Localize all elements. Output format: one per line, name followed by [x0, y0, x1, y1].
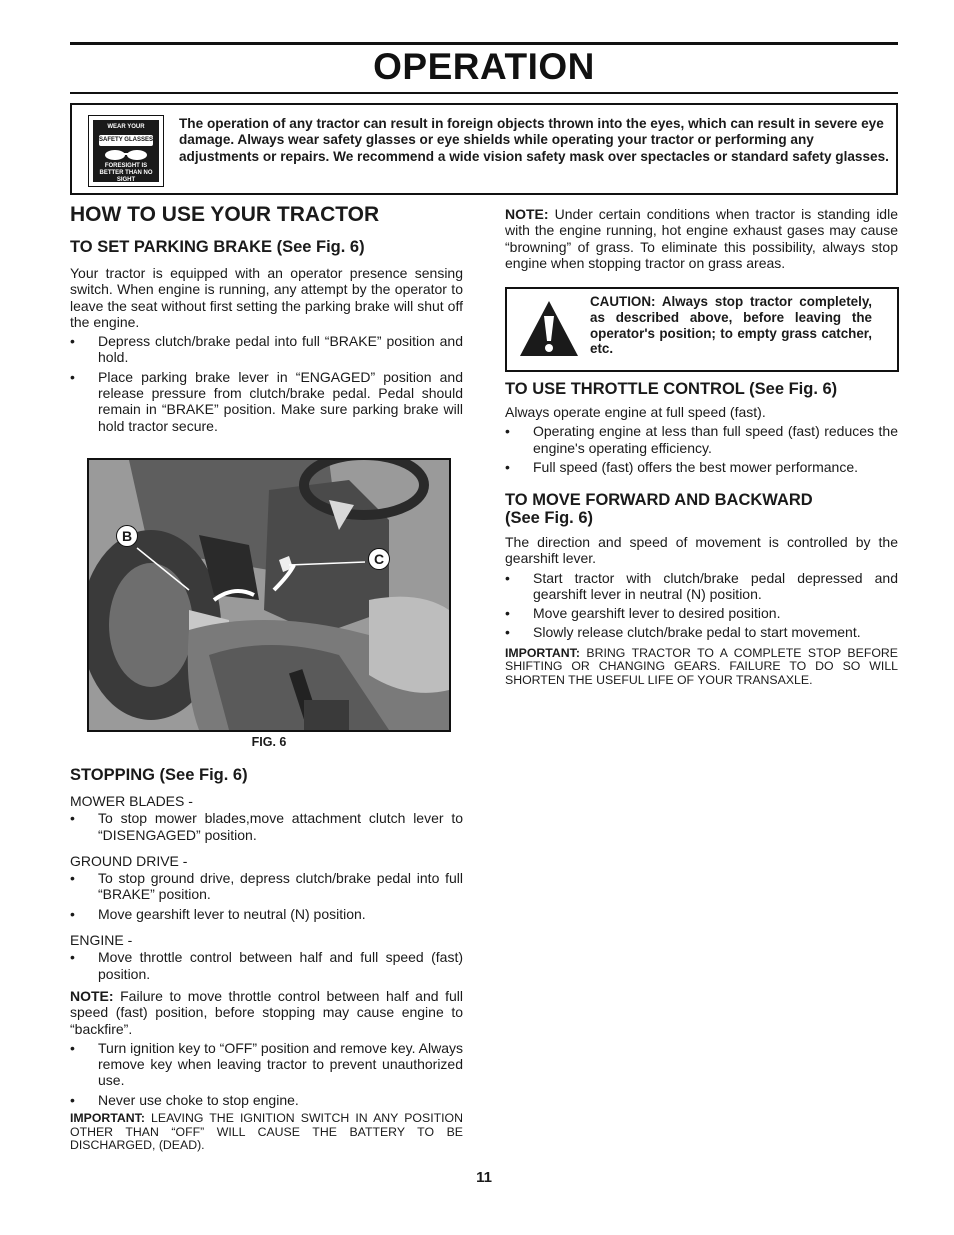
- list-item: • To stop mower blades,move attachment clutch lever to “DISENGAGED” position.: [70, 810, 463, 843]
- mower-blades-label: MOWER BLADES -: [70, 793, 193, 809]
- list-item: • Move throttle control between half and full speed (fast) position.: [70, 949, 463, 982]
- throttle-heading: TO USE THROTTLE CONTROL (See Fig. 6): [505, 380, 838, 398]
- warning-triangle-icon: [517, 298, 581, 360]
- page-title: OPERATION: [373, 46, 595, 87]
- list-item: • Never use choke to stop engine.: [70, 1091, 299, 1108]
- title-rule: [70, 92, 898, 94]
- figure-6-image: [87, 458, 451, 732]
- stopping-note: NOTE: Failure to move throttle control between half and full speed (fast) position, before stopping may cause engine to “backfire”.: [70, 987, 463, 1037]
- glasses-graphic: [98, 149, 154, 161]
- stopping-important: IMPORTANT: LEAVING THE IGNITION SWITCH IN ANY POSITION OTHER THAN “OFF” WILL CAUSE THE BATTERY TO BE DISCHARGED, (DEAD).: [70, 1111, 463, 1153]
- list-item: • To stop ground drive, depress clutch/brake pedal into full “BRAKE” position.: [70, 870, 463, 903]
- page-number: 11: [476, 1169, 492, 1186]
- figure-label-b: B: [116, 525, 138, 547]
- exhaust-note: NOTE: Under certain conditions when tractor is standing idle with the engine running, hot engine exhaust gases may cause “browning” of grass. To eliminate this possibility, always stop engine when stopping tractor on grass areas.: [505, 206, 898, 271]
- ground-drive-label: GROUND DRIVE -: [70, 852, 188, 869]
- engine-label: ENGINE -: [70, 932, 133, 949]
- stopping-heading: STOPPING (See Fig. 6): [70, 766, 248, 784]
- forward-intro: The direction and speed of movement is controlled by the gearshift lever.: [505, 534, 898, 567]
- safety-notice-text: The operation of any tractor can result in foreign objects thrown into the eyes, which can result in severe eye damage. Always wear safety glasses or eye shields while operating your tractor or performing any adjustments or repairs. We recommend a wide vision safety mask over spectacles or standard safety glasses.: [179, 116, 889, 164]
- list-item: • Slowly release clutch/brake pedal to start movement.: [505, 624, 861, 641]
- forward-backward-section: [505, 534, 898, 688]
- safety-glasses-icon: [88, 115, 164, 187]
- tractor-illustration: [89, 460, 449, 730]
- safety-notice-box: [70, 103, 898, 195]
- list-item: • Move gearshift lever to neutral (N) position.: [70, 905, 366, 922]
- parking-brake-section: [70, 265, 463, 434]
- list-item: • Move gearshift lever to desired position.: [505, 605, 781, 622]
- caution-box: [505, 287, 899, 372]
- throttle-intro: Always operate engine at full speed (fast).: [505, 404, 766, 420]
- figure-caption: FIG. 6: [251, 735, 287, 749]
- parking-brake-intro: Your tractor is equipped with an operator presence sensing switch. When engine is running, any attempt by the operator to leave the seat without first setting the parking brake will shut off the engine.: [70, 265, 463, 330]
- list-item: • Depress clutch/brake pedal into full “BRAKE” position and hold.: [70, 333, 463, 366]
- stopping-section: [70, 793, 463, 1153]
- forward-backward-heading: TO MOVE FORWARD AND BACKWARD (See Fig. 6): [505, 491, 813, 527]
- safety-icon-top-text: WEAR YOUR: [107, 124, 145, 130]
- list-item: • Full speed (fast) offers the best mower performance.: [505, 458, 858, 475]
- list-item: • Operating engine at less than full speed (fast) reduces the engine's operating efficiency.: [505, 423, 898, 456]
- throttle-section: [505, 404, 898, 475]
- safety-icon-mid-text: SAFETY GLASSES: [99, 137, 153, 143]
- forward-important: IMPORTANT: BRING TRACTOR TO A COMPLETE STOP BEFORE SHIFTING OR CHANGING GEARS. FAILURE TO DO SO WILL SHORTEN THE USEFUL LIFE OF YOUR TRANSAXLE.: [505, 645, 898, 687]
- parking-brake-heading: TO SET PARKING BRAKE (See Fig. 6): [70, 238, 365, 256]
- section-heading: HOW TO USE YOUR TRACTOR: [70, 203, 380, 226]
- list-item: • Turn ignition key to “OFF” position and remove key. Always remove key when leaving tractor to prevent unauthorized use.: [70, 1039, 463, 1089]
- caution-text: CAUTION: Always stop tractor completely, as described above, before leaving the operator's position; to empty grass catcher, etc.: [590, 294, 872, 357]
- list-item: • Start tractor with clutch/brake pedal depressed and gearshift lever in neutral (N) position.: [505, 569, 898, 602]
- safety-icon-bottom-text: FORESIGHT IS BETTER THAN NO SIGHT: [99, 163, 153, 183]
- figure-label-c: C: [368, 548, 390, 570]
- top-rule: [70, 42, 898, 45]
- list-item: • Place parking brake lever in “ENGAGED” position and release pressure from clutch/brake pedal. Pedal should remain in “BRAKE” position. Make sure parking brake will hold tractor secure.: [70, 368, 463, 434]
- right-column-top: [505, 206, 898, 271]
